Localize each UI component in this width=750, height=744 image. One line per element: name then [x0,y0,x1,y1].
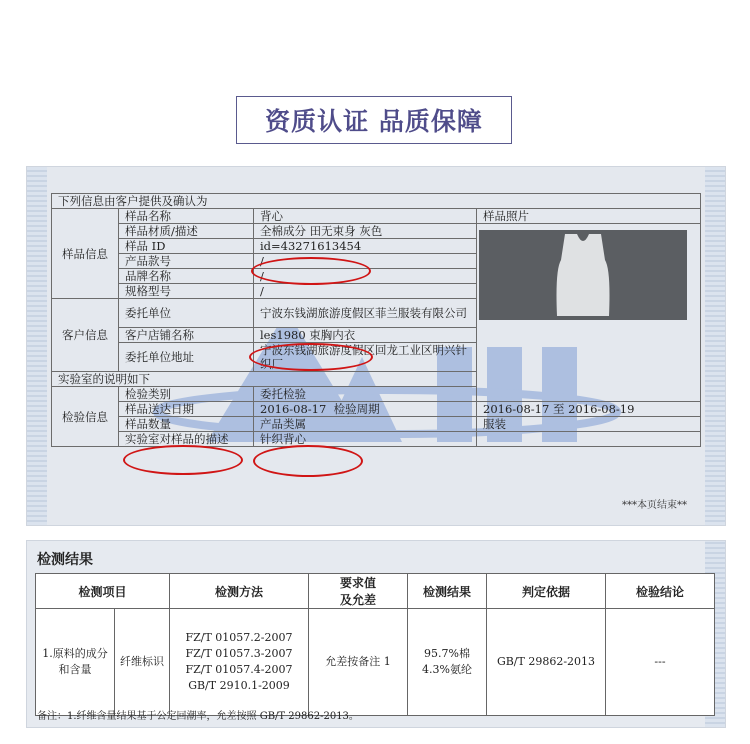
row-label: 样品数量 [119,417,254,432]
column-header: 检测结果 [408,574,487,609]
sample-section-label: 样品信息 [52,209,119,299]
row-label: 样品材质/描述 [119,224,254,239]
row-value: 服装 [477,417,701,432]
page-heading: 资质认证 品质保障 [236,96,512,144]
results-title: 检测结果 [37,552,93,568]
table-row [36,609,715,716]
shop-name-value: les1980 束胸内衣 [254,328,477,343]
row-value: 宁波东钱湖旅游度假区回龙工业区明兴针织厂 [254,343,477,372]
row-label: 样品送达日期 [119,402,254,417]
page-end-mark: ***本页结束** [622,500,687,511]
inspect-section-label: 检验信息 [52,387,119,447]
photo-label: 样品照片 [477,209,701,224]
row-label: 产品款号 [119,254,254,269]
empty-cell [477,432,701,447]
highlight-oval-delivery-date [253,445,363,477]
column-header: 检测项目 [36,574,170,609]
row-value: 全棉成分 田无束身 灰色 [254,224,477,239]
test-result [408,609,487,716]
row-value: / [254,269,477,284]
row-label: 品牌名称 [119,269,254,284]
row-label: 实验室对样品的描述 [119,432,254,447]
certificate-panel [26,166,726,526]
results-note: 备注：1.纤维含量结果基于公定回潮率，允差按照 GB/T 29862-2013。 [37,711,359,722]
row-value: / [254,254,477,269]
row-label: 委托单位 [119,299,254,328]
method-line: GB/T 2910.1-2009 [188,679,290,692]
row-value-pair [254,402,477,417]
client-section-label: 客户信息 [52,299,119,372]
row-label: 客户店铺名称 [119,328,254,343]
result-line: 95.7%棉 [424,647,470,660]
judgment-basis: GB/T 29862-2013 [487,609,606,716]
sample-photo [479,230,687,320]
column-header: 检验结论 [606,574,715,609]
lab-note: 实验室的说明如下 [52,372,477,387]
row-value: 背心 [254,209,477,224]
row-value: / [254,284,477,299]
test-methods [170,609,309,716]
row-value: 2016-08-17 至 2016-08-19 [477,402,701,417]
results-table [35,573,715,716]
result-line: 4.3%氨纶 [422,663,472,676]
row-label: 样品名称 [119,209,254,224]
highlight-oval-delivery-label [123,445,243,475]
column-header: 判定依据 [487,574,606,609]
row-value: 委托检验 [254,387,477,402]
delivery-date-value: 2016-08-17 [260,402,327,416]
highlight-oval-shop-name [249,343,373,371]
row-label: 样品 ID [119,239,254,254]
method-line: FZ/T 01057.2-2007 [185,631,293,644]
vest-image-icon [479,230,687,320]
security-strip-right [705,167,725,525]
highlight-oval-sample-id [251,257,371,285]
row-label: 产品类属 [254,417,477,432]
requirement: 允差按备注 1 [309,609,408,716]
row-label: 委托单位地址 [119,343,254,372]
row-label: 检验周期 [333,402,380,416]
column-header: 检测方法 [170,574,309,609]
sample-info-table [51,193,701,447]
security-strip-left [27,167,47,525]
conclusion: --- [606,609,715,716]
test-subitem: 纤维标识 [115,609,170,716]
column-header: 要求值 及允差 [309,574,408,609]
results-panel [26,540,726,728]
row-label: 检验类别 [119,387,254,402]
table-header: 下列信息由客户提供及确认为 [52,194,701,209]
row-value: 宁波东钱湖旅游度假区菲兰服装有限公司 [254,299,477,328]
row-label: 规格型号 [119,284,254,299]
method-line: FZ/T 01057.3-2007 [185,647,293,660]
sample-id-value: id=43271613454 [254,239,477,254]
test-item: 1.原料的成分和含量 [36,609,115,716]
row-value: 针织背心 [254,432,477,447]
photo-cell [477,224,701,402]
method-line: FZ/T 01057.4-2007 [185,663,293,676]
